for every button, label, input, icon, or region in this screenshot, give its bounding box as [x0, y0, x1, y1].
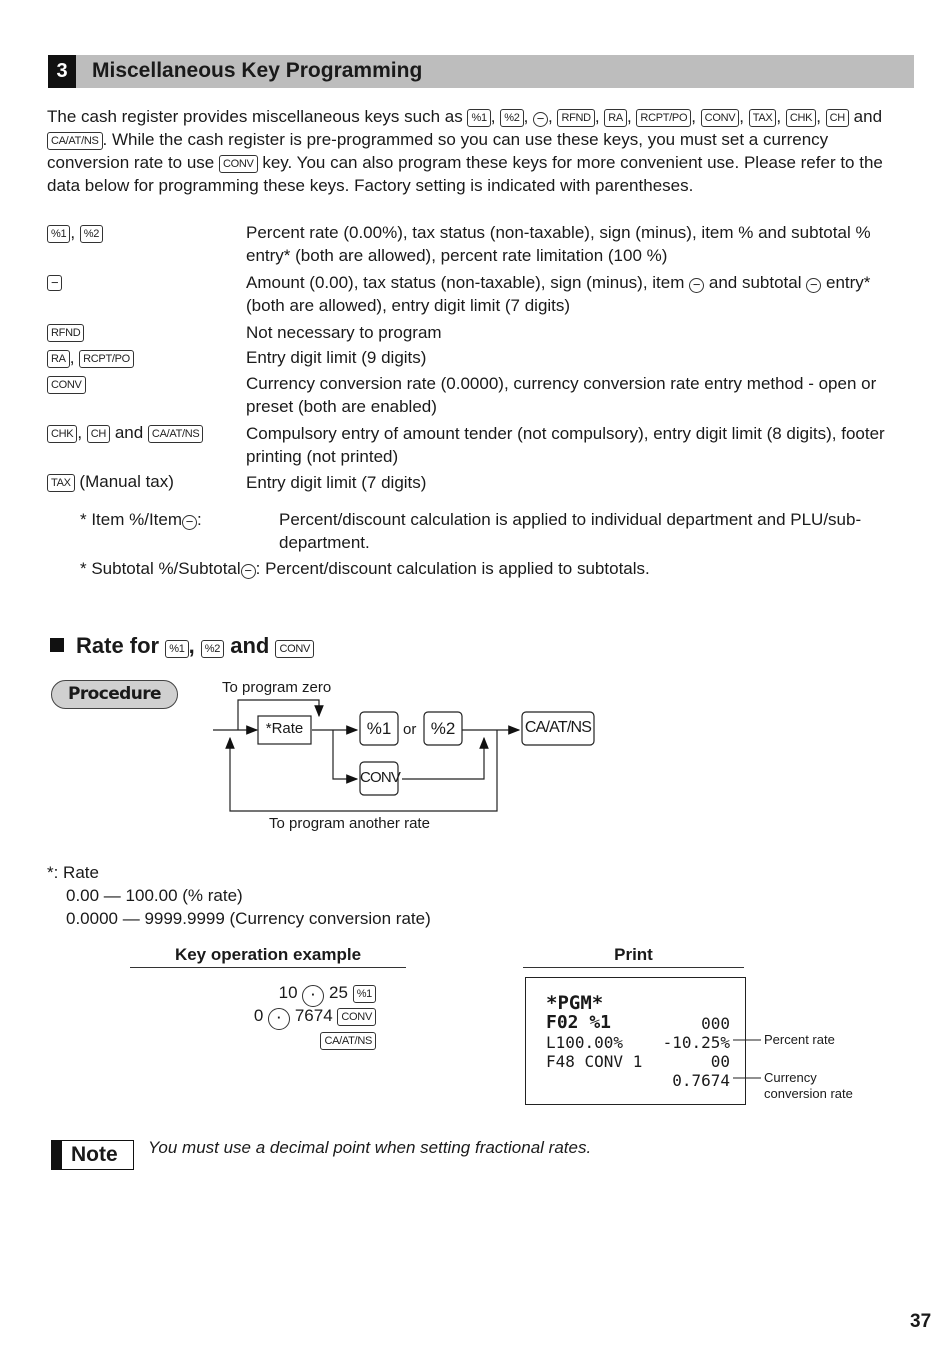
row-ra-keys: RA , RCPT/PO — [47, 348, 134, 368]
receipt-line-2-left: F02 %1 — [546, 1012, 612, 1033]
example-line-1: 10 · 25 %1 — [130, 981, 376, 1007]
key-caatns: CA/AT/NS — [524, 719, 592, 736]
to-program-zero-label: To program zero — [222, 679, 332, 696]
key-conv: CONV — [219, 155, 258, 173]
rate-note-line2: 0.0000 — 9999.9999 (Currency conversion rate) — [66, 909, 431, 928]
receipt-line-1: *PGM* — [546, 992, 604, 1014]
minus-circle-icon: − — [182, 515, 197, 530]
annotation-currency-rate: Currency conversion rate — [764, 1070, 853, 1101]
key-rfnd: RFND — [557, 109, 594, 127]
row-tax-key: TAX (Manual tax) — [47, 472, 174, 492]
row-percent-desc: Percent rate (0.00%), tax status (non-taxable), sign (minus), item % and subtotal % entry* (both are allowed), percent rate limitation (100 %) — [246, 223, 871, 265]
receipt-line-5-right: 0.7674 — [672, 1071, 730, 1090]
footnote-item: * Item %/Item − : — [80, 510, 202, 529]
intro-line-2: CA/AT/NS . While the cash register is pre-programmed so you can use these keys, you must set a currency — [47, 128, 917, 151]
section-title: Miscellaneous Key Programming — [92, 59, 423, 82]
intro-line-3: conversion rate to use CONV key. You can also program these keys for more convenient use. Please refer to the — [47, 153, 883, 172]
row-rfnd-key: RFND — [47, 322, 84, 342]
minus-circle-icon: − — [241, 564, 256, 579]
key-ch: CH — [826, 109, 849, 127]
key-percent1: %1 — [467, 109, 490, 127]
print-heading: Print — [523, 945, 744, 968]
note-label-bar — [51, 1140, 62, 1170]
key-percent2: %2 — [430, 719, 456, 738]
key-caatns: CA/AT/NS — [47, 132, 103, 150]
row-tax-desc: Entry digit limit (7 digits) — [246, 473, 427, 492]
rate-note-label: *: Rate — [47, 863, 99, 882]
key-percent2: %2 — [500, 109, 523, 127]
decimal-point-key: · — [268, 1008, 290, 1030]
key-tax: TAX — [749, 109, 777, 127]
key-ra: RA — [604, 109, 627, 127]
receipt-line-4-left: F48 CONV 1 — [546, 1052, 643, 1071]
receipt-print — [525, 977, 746, 1105]
decimal-point-key: · — [302, 985, 324, 1007]
subsection-heading: Rate for %1 , %2 and CONV — [50, 633, 314, 659]
intro-line-4: data below for programming these keys. Factory setting is indicated with parentheses. — [47, 176, 694, 195]
annotation-percent-rate: Percent rate — [764, 1032, 835, 1047]
row-ra-desc: Entry digit limit (9 digits) — [246, 348, 427, 367]
minus-circle-icon: − — [806, 278, 821, 293]
example-line-3: CA/AT/NS — [130, 1028, 376, 1051]
page-number: 37 — [910, 1311, 932, 1332]
receipt-line-3-right: -10.25% — [662, 1033, 730, 1052]
footnote-subtotal: * Subtotal %/Subtotal − : Percent/discount calculation is applied to subtotals. — [80, 559, 650, 578]
intro-line-1: The cash register provides miscellaneous keys such as %1 , %2 , − , RFND , RA , RCPT/PO , CONV , TAX , CHK , CH and — [47, 107, 883, 126]
procedure-badge: Procedure — [51, 680, 178, 709]
example-line-2: 0 · 7674 CONV — [130, 1004, 376, 1030]
footnote-item-text: Percent/discount calculation is applied to individual department and PLU/sub- department. — [279, 510, 862, 552]
to-program-another-label: To program another rate — [269, 815, 430, 832]
key-operation-heading: Key operation example — [130, 945, 406, 968]
key-conv: CONV — [701, 109, 740, 127]
row-rfnd-desc: Not necessary to program — [246, 323, 442, 342]
row-conv-desc: Currency conversion rate (0.0000), currency conversion rate entry method - open or preset (both are enabled) — [246, 374, 877, 416]
section-number: 3 — [48, 55, 76, 88]
note-text: You must use a decimal point when setting fractional rates. — [148, 1138, 592, 1157]
row-chk-desc: Compulsory entry of amount tender (not compulsory), entry digit limit (8 digits), footer printing (not printed) — [246, 424, 885, 466]
key-chk: CHK — [786, 109, 816, 127]
row-percent-keys: %1 , %2 — [47, 223, 103, 243]
receipt-line-2-right: 000 — [701, 1014, 730, 1033]
row-chk-keys: CHK , CH and CA/AT/NS — [47, 423, 203, 443]
key-minus: − — [533, 112, 548, 127]
key-rcptpo: RCPT/PO — [636, 109, 691, 127]
note-label: Note — [51, 1140, 134, 1170]
row-minus-desc: Amount (0.00), tax status (non-taxable), sign (minus), item − and subtotal − entry* (both are allowed), entry digit limit (7 digits) — [246, 273, 871, 315]
rate-note-line1: 0.00 — 100.00 (% rate) — [66, 886, 243, 905]
minus-circle-icon: − — [689, 278, 704, 293]
receipt-line-3-left: L100.00% — [546, 1033, 624, 1052]
key-percent1: %1 — [366, 719, 392, 738]
row-conv-key: CONV — [47, 374, 86, 394]
rate-box: *Rate — [265, 720, 304, 737]
receipt-line-4-right: 00 — [710, 1052, 730, 1071]
key-conv: CONV — [360, 769, 401, 786]
or-label: or — [403, 721, 417, 738]
row-minus-key: − — [47, 273, 62, 293]
